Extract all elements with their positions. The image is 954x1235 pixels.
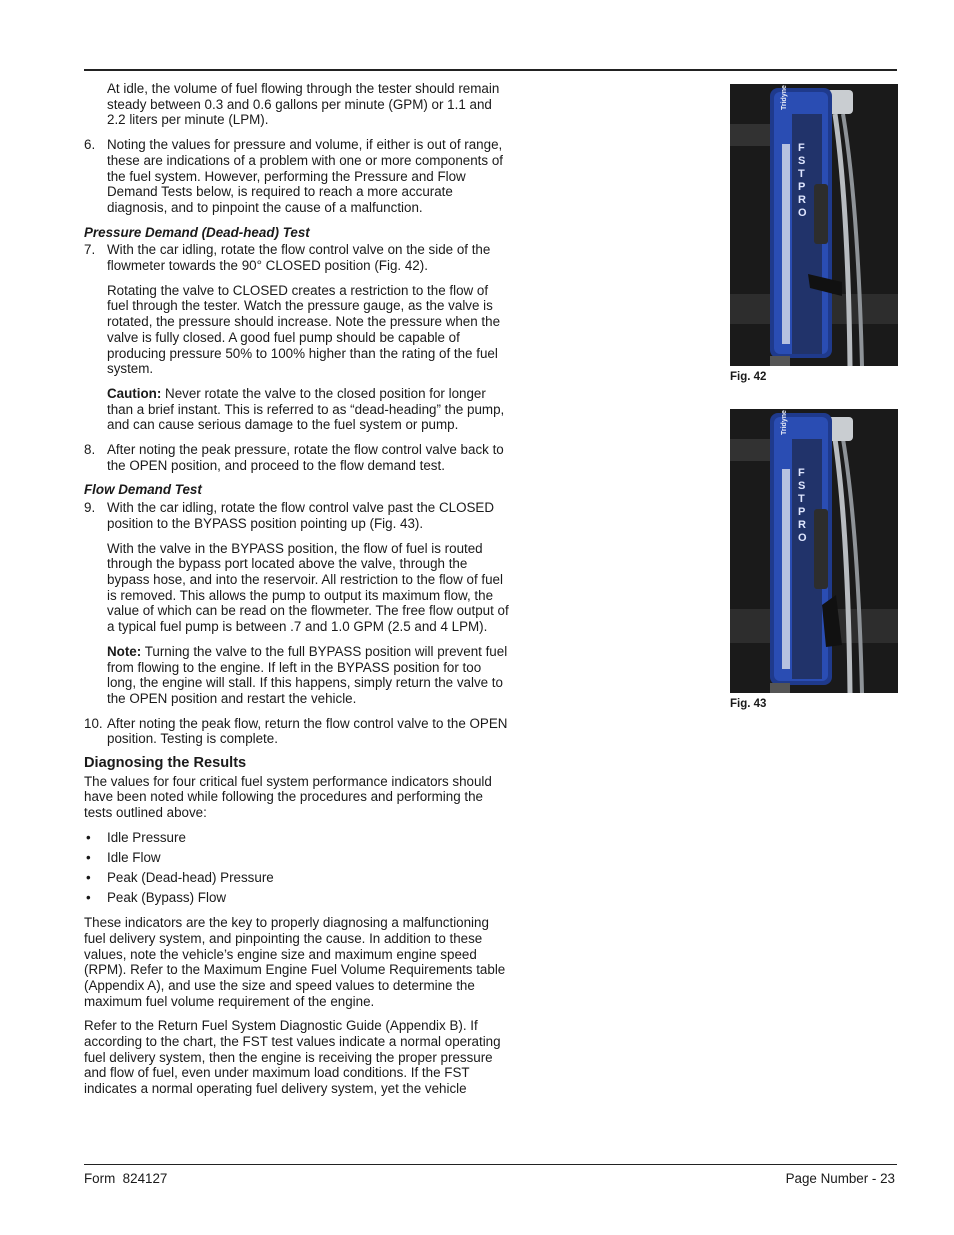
step-number: 9. bbox=[84, 500, 96, 516]
step-6 bbox=[84, 137, 510, 216]
bullet-icon: • bbox=[86, 890, 91, 906]
diagnosing-heading: Diagnosing the Results bbox=[84, 755, 247, 772]
step-number: 7. bbox=[84, 242, 96, 258]
device-brand-label: Tridyne bbox=[781, 85, 788, 110]
step-7 bbox=[84, 242, 510, 273]
step-text: Noting the values for pressure and volume, if either is out of range, these are indications of a problem with one or more components of the fuel system. However, performing the Pressure and Flow Demand Tests below, is required to reach a more accurate diagnosis, and to pinpoint the cause of a malfunction. bbox=[107, 137, 503, 215]
flowmeter-image bbox=[730, 84, 898, 366]
list-item: • Idle Flow bbox=[86, 850, 161, 866]
figure-42 bbox=[730, 84, 898, 366]
caution-label: Caution: bbox=[107, 385, 162, 401]
figure-42-photo bbox=[730, 84, 898, 366]
flow-test-paragraph: With the valve in the BYPASS position, the flow of fuel is routed through the bypass port located above the valve, through the bypass hose, and into the reservoir. All restriction to the flow of fuel is removed. This allows the pump to output its maximum flow, the value of which can be read on the flowmeter. The free flow output of a typical fuel pump is between .7 and 1.0 GPM (2.5 and 4 LPM). bbox=[107, 540, 509, 635]
figure-43 bbox=[730, 409, 898, 693]
footer-rule bbox=[84, 1164, 897, 1165]
pressure-test-heading: Pressure Demand (Dead-head) Test bbox=[84, 224, 310, 240]
list-item: • Peak (Dead-head) Pressure bbox=[86, 870, 274, 886]
step-text: With the car idling, rotate the flow control valve on the side of the flowmeter towards the 90° CLOSED position (Fig. 42). bbox=[107, 242, 491, 274]
caution-text: Never rotate the valve to the closed position for longer than a brief instant. This is referred to as “dead-heading” the pump, and can cause serious damage to the fuel system or pump. bbox=[107, 385, 505, 433]
step-text: After noting the peak pressure, rotate the flow control valve back to the OPEN position, and proceed to the flow demand test. bbox=[107, 442, 504, 473]
device-model-label: FST PRO bbox=[798, 467, 809, 544]
list-item: • Peak (Bypass) Flow bbox=[86, 890, 227, 906]
step-8 bbox=[84, 442, 510, 473]
note-paragraph bbox=[84, 644, 510, 707]
list-item: • Idle Pressure bbox=[86, 829, 186, 845]
intro-paragraph: At idle, the volume of fuel flowing through the tester should remain steady between 0.3 and 0.6 gallons per minute (GPM) or 1.1 and 2.2 liters per minute (LPM). bbox=[107, 81, 500, 128]
step-9 bbox=[84, 500, 510, 531]
bullet-icon: • bbox=[86, 829, 91, 845]
step-text: With the car idling, rotate the flow control valve past the CLOSED position to the BYPASS position pointing up (Fig. 43). bbox=[107, 500, 495, 531]
bullet-icon: • bbox=[86, 870, 91, 886]
note-text: Turning the valve to the full BYPASS position will prevent fuel from flowing to the engine. If left in the BYPASS position for too long, the engine will stall. If this happens, simply return the valve to the OPEN position and restart the vehicle. bbox=[107, 643, 508, 706]
footer-form-number: Form 824127 bbox=[84, 1171, 168, 1186]
figure-43-caption: Fig. 43 bbox=[730, 698, 767, 710]
figure-42-caption: Fig. 42 bbox=[730, 371, 767, 383]
diagnosing-paragraph-2: Refer to the Return Fuel System Diagnostic Guide (Appendix B). If according to the chart, the FST test values indicate a normal operating fuel delivery system, then the engine is receiving the proper pressure and flow of fuel, even under maximum load conditions. If the FST indicates a normal operating fuel delivery system, yet the vehicle bbox=[84, 1018, 501, 1097]
diagnosing-paragraph-1: These indicators are the key to properly diagnosing a malfunctioning fuel delivery system, and pinpointing the cause. In addition to these values, note the vehicle’s engine size and maximum engine speed (RPM). Refer to the Maximum Engine Fuel Volume Requirements table (Appendix A), and use the size and speed values to determine the maximum fuel volume requirement of the engine. bbox=[84, 915, 506, 1009]
step-10 bbox=[84, 716, 510, 747]
main-text-column bbox=[84, 81, 510, 1099]
device-model-label: FST PRO bbox=[798, 142, 809, 219]
note-label: Note: bbox=[107, 643, 142, 659]
bullet-icon: • bbox=[86, 850, 91, 866]
header-rule bbox=[84, 69, 897, 71]
indicator-list bbox=[84, 830, 510, 906]
flow-test-heading: Flow Demand Test bbox=[84, 482, 202, 498]
step-text: After noting the peak flow, return the flow control valve to the OPEN position. Testing is complete. bbox=[107, 715, 508, 747]
step-number: 8. bbox=[84, 442, 96, 458]
flowmeter-image bbox=[730, 409, 898, 693]
diagnosing-intro: The values for four critical fuel system performance indicators should have been noted while following the procedures and performing the tests outlined above: bbox=[84, 773, 492, 821]
pressure-test-paragraph: Rotating the valve to CLOSED creates a restriction to the flow of fuel through the tester. Watch the pressure gauge, as the valve is rotated, the pressure should increase. Note the pressure when the valve is fully closed. A good fuel pump should be capable of producing pressure 50% to 100% higher than the rating of the fuel system. bbox=[107, 282, 501, 377]
device-brand-label: Tridyne bbox=[781, 410, 788, 435]
footer-page-number: Page Number - 23 bbox=[785, 1171, 895, 1186]
figure-43-photo bbox=[730, 409, 898, 693]
caution-paragraph bbox=[84, 386, 510, 433]
step-number: 6. bbox=[84, 137, 96, 153]
step-number: 10. bbox=[84, 715, 103, 731]
